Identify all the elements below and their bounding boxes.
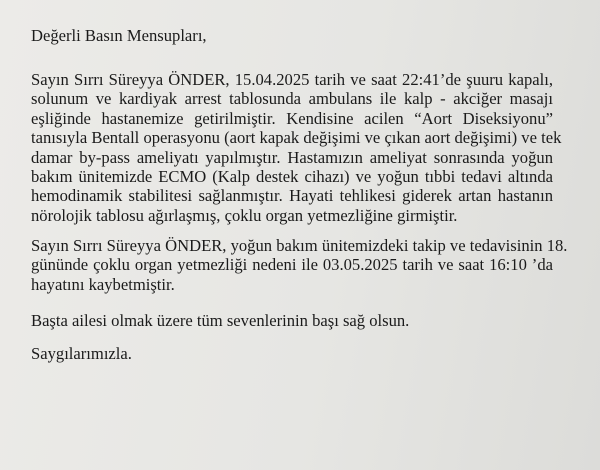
paragraph-line: hemodinamik stabilitesi sağlanmıştır. Hayati tehlikesi giderek artan hastanın — [31, 186, 553, 206]
paragraph-line: Sayın Sırrı Süreyya ÖNDER, 15.04.2025 tarih ve saat 22:41’de şuuru kapalı, — [31, 70, 553, 89]
paragraph-line: tanısıyla Bentall operasyonu (aort kapak değişimi ve çıkan aort değişimi) ve tek — [31, 128, 562, 148]
paragraph-line: Sayın Sırrı Süreyya ÖNDER, yoğun bakım ünitemizdeki takip ve tedavisinin 18. — [31, 236, 568, 255]
paragraph-line: eşliğinde hastanemize getirilmiştir. Kendisine acilen “Aort Diseksiyonu” — [31, 108, 553, 128]
paragraph-death-notice — [31, 236, 568, 294]
paragraph-line: hayatını kaybetmiştir. — [31, 274, 175, 294]
paragraph-line: gününde çoklu organ yetmezliği nedeni ile 03.05.2025 tarih ve saat 16:10 ’da — [31, 255, 553, 275]
salutation: Değerli Basın Mensupları, — [31, 26, 207, 45]
closing — [31, 344, 553, 363]
paragraph-condolences — [31, 311, 553, 330]
paragraph-line: solunum ve kardiyak arrest tablosunda ambulans ile kalp - akciğer masajı — [31, 89, 553, 109]
paragraph-line: Başta ailesi olmak üzere tüm sevenlerinin başı sağ olsun. — [31, 311, 410, 330]
paragraph-line: nörolojik tablosu ağırlaşmış, çoklu organ yetmezliğine girmiştir. — [31, 205, 458, 225]
paragraph-admission — [31, 70, 562, 225]
paragraph-line: damar by-pass ameliyatı yapılmıştır. Hastamızın ameliyat sonrasında yoğun — [31, 147, 553, 167]
paragraph-line: bakım ünitemizde ECMO (Kalp destek cihazı) ve yoğun tıbbi tedavi altında — [31, 167, 553, 187]
closing-line: Saygılarımızla. — [31, 344, 132, 363]
